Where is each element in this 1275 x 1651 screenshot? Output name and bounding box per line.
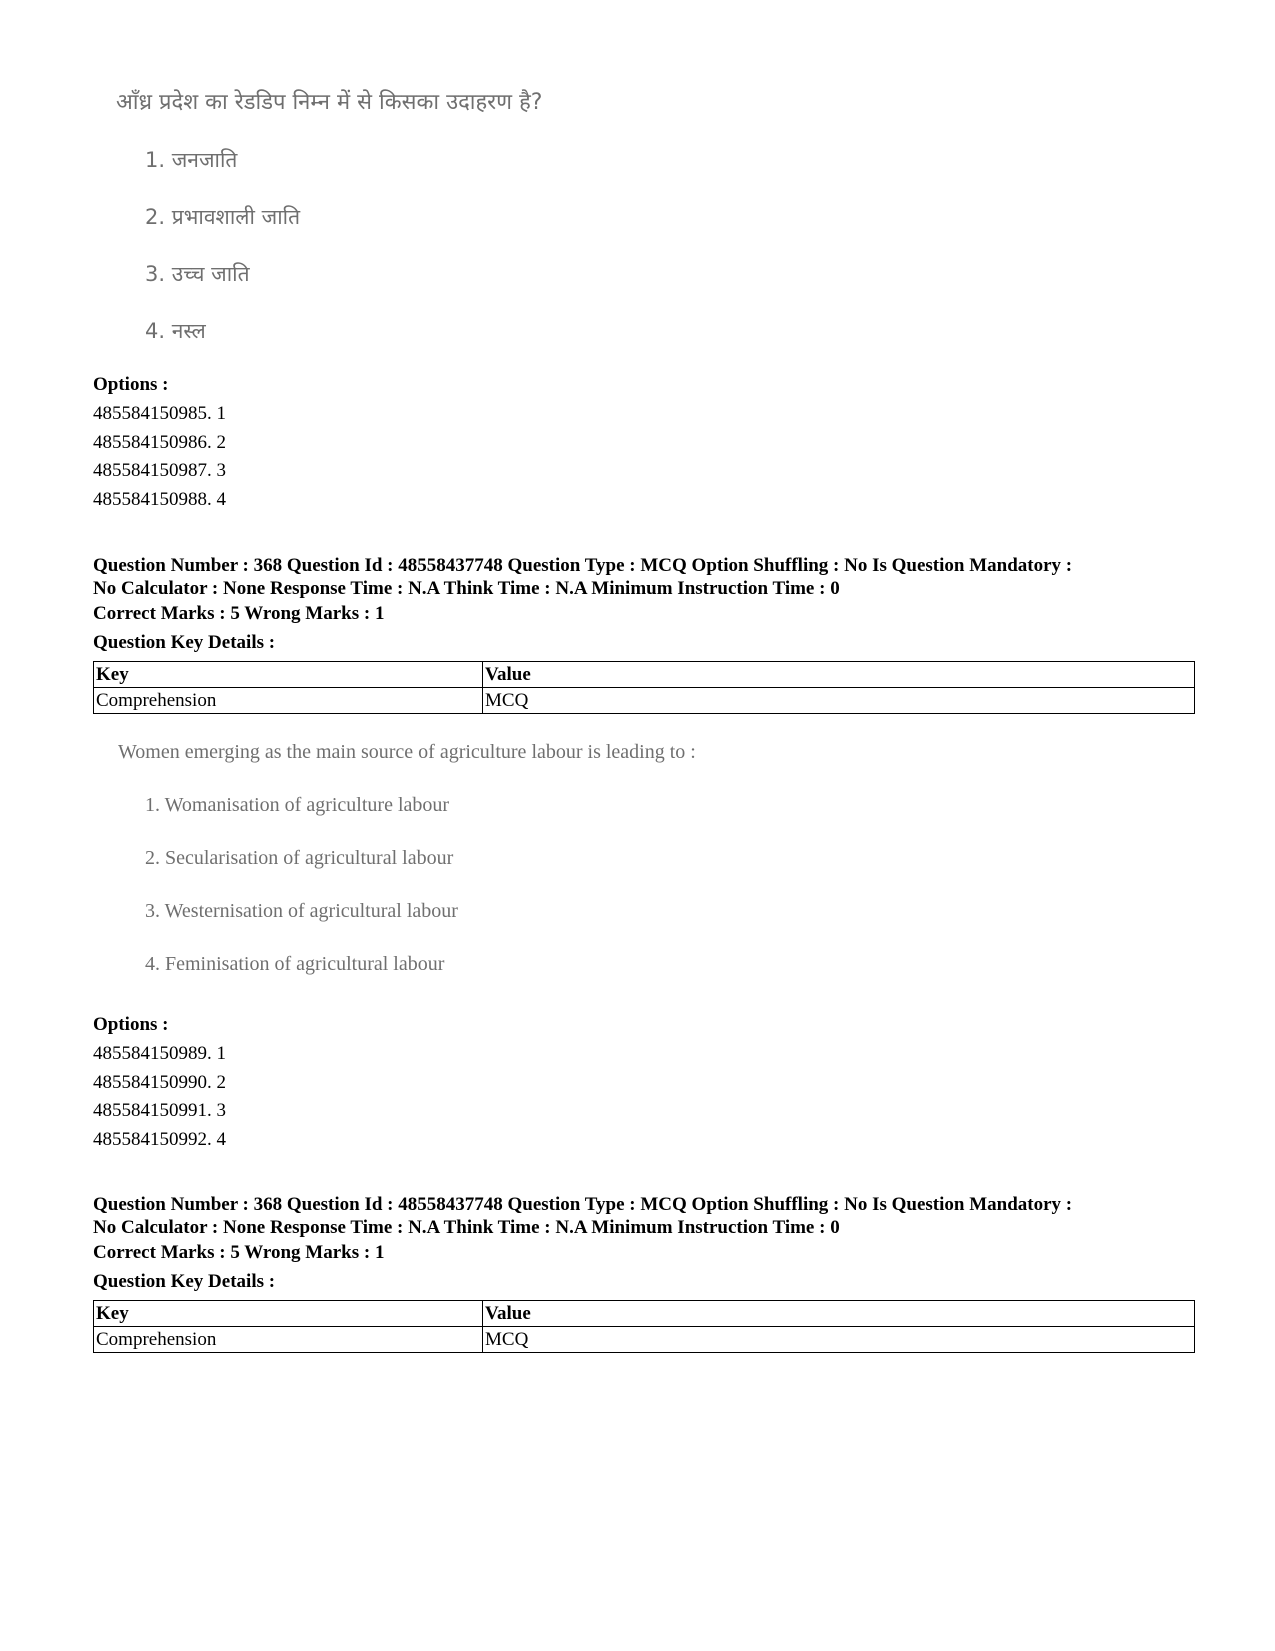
key-details-table <box>93 661 1195 714</box>
options-label: Options : <box>93 1014 169 1035</box>
key-details-label: Question Key Details : <box>93 632 276 653</box>
choice-1: 1. जनजाति <box>145 148 238 172</box>
table-header-key: Key <box>94 1301 483 1327</box>
option-item: 485584150988. 4 <box>93 489 226 511</box>
options-block-b <box>93 1011 226 1155</box>
marks-line: Correct Marks : 5 Wrong Marks : 1 <box>93 603 385 624</box>
option-item: 485584150991. 3 <box>93 1100 226 1122</box>
question-meta-line: Question Number : 368 Question Id : 48558437748 Question Type : MCQ Option Shuffling : No Is Question Mandatory : <box>93 1194 1073 1215</box>
question-meta-line: No Calculator : None Response Time : N.A Think Time : N.A Minimum Instruction Time : 0 <box>93 578 840 599</box>
table-header-key: Key <box>94 662 483 688</box>
choice-3: 3. Westernisation of agricultural labour <box>145 900 458 922</box>
table-cell: MCQ <box>483 1327 1195 1353</box>
option-item: 485584150990. 2 <box>93 1071 226 1093</box>
option-item: 485584150987. 3 <box>93 460 226 482</box>
table-row <box>94 688 1195 714</box>
table-row <box>94 1327 1195 1353</box>
marks-line: Correct Marks : 5 Wrong Marks : 1 <box>93 1242 385 1263</box>
table-cell: Comprehension <box>94 688 483 714</box>
table-header-value: Value <box>483 1301 1195 1327</box>
choice-4: 4. Feminisation of agricultural labour <box>145 953 445 975</box>
options-block-a <box>93 371 226 515</box>
option-item: 485584150986. 2 <box>93 431 226 453</box>
choice-2: 2. प्रभावशाली जाति <box>145 205 301 229</box>
table-cell: Comprehension <box>94 1327 483 1353</box>
choice-1: 1. Womanisation of agriculture labour <box>145 794 450 816</box>
choice-4: 4. नस्ल <box>145 319 206 343</box>
option-item: 485584150989. 1 <box>93 1042 226 1064</box>
table-header-value: Value <box>483 662 1195 688</box>
question-text: Women emerging as the main source of agriculture labour is leading to : <box>118 741 696 763</box>
question-meta-line: Question Number : 368 Question Id : 48558437748 Question Type : MCQ Option Shuffling : No Is Question Mandatory : <box>93 555 1073 576</box>
choice-2: 2. Secularisation of agricultural labour <box>145 847 454 869</box>
options-label: Options : <box>93 374 169 395</box>
table-header-row <box>94 1301 1195 1327</box>
question-meta-c <box>93 1193 1203 1239</box>
option-item: 485584150992. 4 <box>93 1129 226 1151</box>
key-details-label: Question Key Details : <box>93 1271 276 1292</box>
table-cell: MCQ <box>483 688 1195 714</box>
question-image-hindi <box>0 0 1275 360</box>
question-meta-line: No Calculator : None Response Time : N.A Think Time : N.A Minimum Instruction Time : 0 <box>93 1217 840 1238</box>
question-meta-b <box>93 554 1203 600</box>
choice-3: 3. उच्च जाति <box>145 262 250 286</box>
table-header-row <box>94 662 1195 688</box>
option-item: 485584150985. 1 <box>93 402 226 424</box>
question-image-english <box>0 730 1275 990</box>
key-details-table <box>93 1300 1195 1353</box>
question-text: आँध्र प्रदेश का रेडडिप निम्न में से किसका उदाहरण है? <box>116 90 543 115</box>
